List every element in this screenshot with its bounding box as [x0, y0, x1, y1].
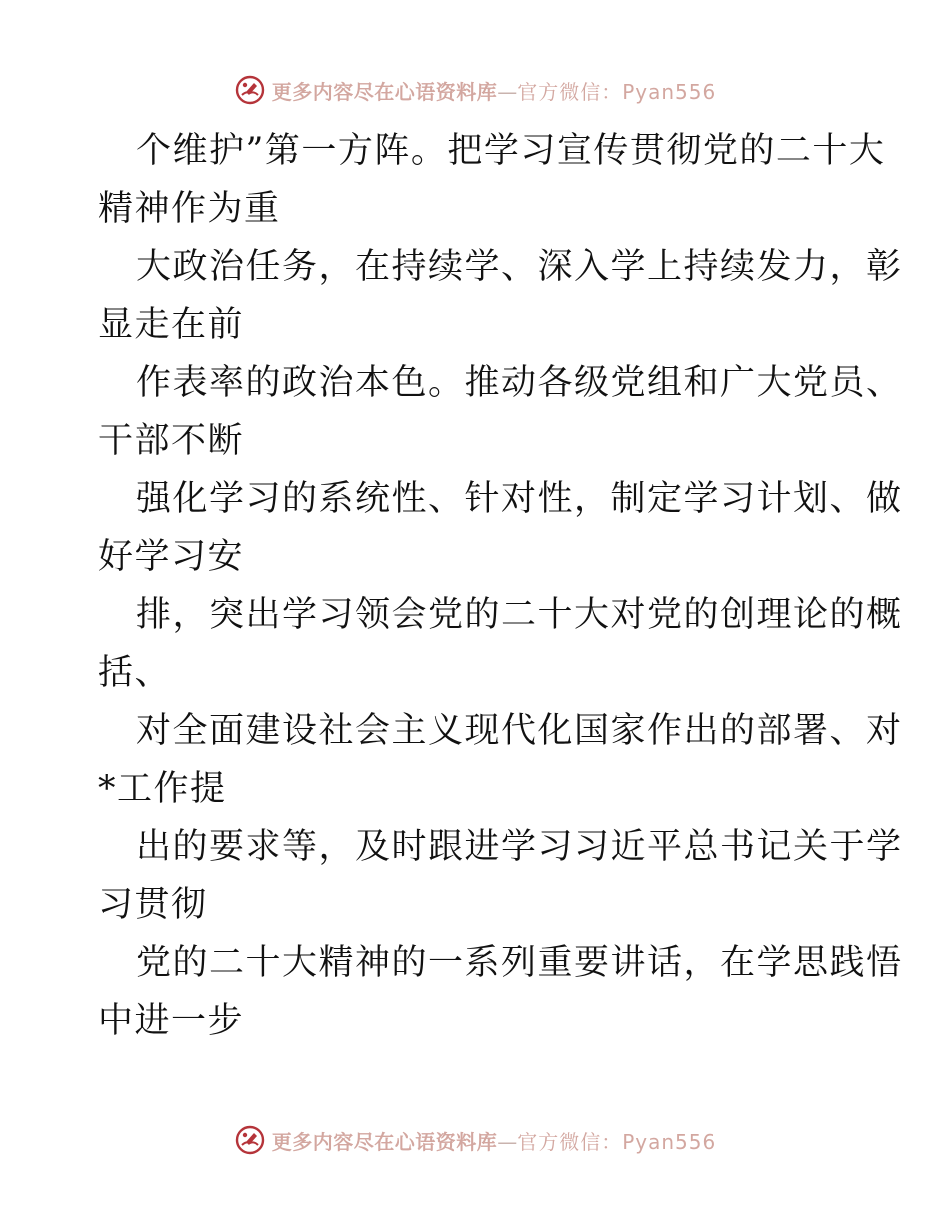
document-body — [98, 122, 903, 1050]
paragraph-line: 干部不断 — [98, 421, 245, 461]
header-banner — [0, 70, 950, 110]
paragraph-line: 对全面建设社会主义现代化国家作出的部署、对 — [136, 711, 903, 751]
paragraph-line: 作表率的政治本色。推动各级党组和广大党员、 — [136, 363, 903, 403]
paragraph — [98, 586, 903, 702]
paragraph-line: 精神作为重 — [98, 189, 281, 229]
footer-banner — [0, 1120, 950, 1160]
book-pen-logo-icon — [234, 74, 266, 106]
banner-separator: — — [497, 1129, 518, 1154]
paragraph — [98, 238, 903, 354]
paragraph-line: 括、 — [98, 653, 172, 693]
paragraph — [98, 122, 886, 238]
banner-site-name: 更多内容尽在心语资料库 — [271, 1129, 498, 1154]
banner-separator: — — [497, 79, 518, 104]
paragraph-line: 个维护”第一方阵。把学习宣传贯彻党的二十大 — [136, 131, 886, 171]
paragraph-line: 出的要求等，及时跟进学习习近平总书记关于学 — [136, 827, 903, 867]
paragraph — [98, 354, 903, 470]
banner-wechat: 官方微信：Pyan556 — [517, 1129, 717, 1154]
book-pen-logo-icon — [234, 1124, 266, 1156]
banner-wechat: 官方微信：Pyan556 — [517, 79, 717, 104]
paragraph-line: 排，突出学习领会党的二十大对党的创理论的概 — [136, 595, 903, 635]
paragraph-line: 党的二十大精神的一系列重要讲话，在学思践悟 — [136, 943, 903, 983]
paragraph-line: *工作提 — [98, 769, 227, 809]
paragraph — [98, 934, 903, 1050]
paragraph-line: 显走在前 — [98, 305, 245, 345]
paragraph-line: 大政治任务，在持续学、深入学上持续发力，彰 — [136, 247, 903, 287]
paragraph-line: 习贯彻 — [98, 885, 208, 925]
paragraph — [98, 818, 903, 934]
paragraph-line: 强化学习的系统性、针对性，制定学习计划、做 — [136, 479, 903, 519]
paragraph-line: 好学习安 — [98, 537, 245, 577]
banner-site-name: 更多内容尽在心语资料库 — [271, 79, 498, 104]
paragraph — [98, 470, 903, 586]
paragraph — [98, 702, 903, 818]
paragraph-line: 中进一步 — [98, 1001, 245, 1041]
